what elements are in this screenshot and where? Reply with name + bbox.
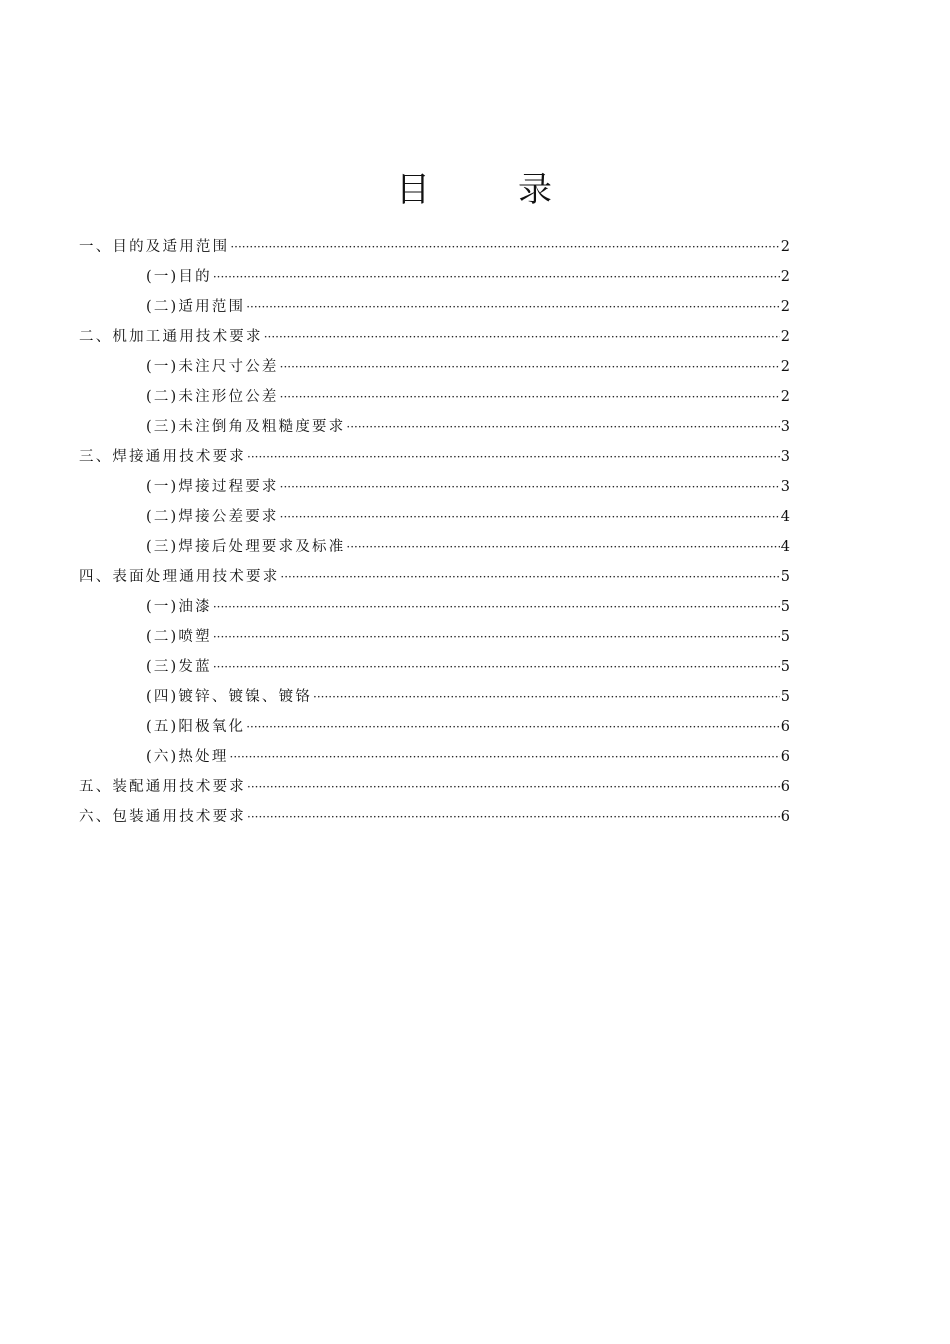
- toc-entry-label: (三)焊接后处理要求及标准: [146, 539, 346, 555]
- toc-entry-label: (三)未注倒角及粗糙度要求: [146, 419, 346, 435]
- toc-dot-leader: [230, 742, 780, 772]
- toc-entry-label: (二)焊接公差要求: [146, 509, 279, 525]
- toc-entry-3-1[interactable]: [79, 472, 790, 502]
- toc-dot-leader: [280, 502, 780, 532]
- toc-entry-4-3[interactable]: [79, 652, 790, 682]
- toc-entry-label: (一)目的: [146, 269, 212, 285]
- toc-entry-6[interactable]: [79, 802, 790, 832]
- toc-page-number: 5: [780, 599, 790, 615]
- toc-dot-leader: [247, 802, 780, 832]
- toc-dot-leader: [313, 682, 780, 712]
- toc-entry-label: 六、包装通用技术要求: [79, 809, 246, 825]
- toc-entry-2-3[interactable]: [79, 412, 790, 442]
- toc-entry-label: 四、表面处理通用技术要求: [79, 569, 280, 585]
- toc-page-number: 3: [780, 449, 790, 465]
- toc-entry-2[interactable]: [79, 322, 790, 352]
- toc-entry-label: (二)适用范围: [146, 299, 246, 315]
- toc-dot-leader: [280, 352, 780, 382]
- toc-entry-label: (五)阳极氧化: [146, 719, 246, 735]
- toc-entry-3[interactable]: [79, 442, 790, 472]
- toc-entry-label: (六)热处理: [146, 749, 229, 765]
- toc-entry-label: (四)镀锌、镀镍、镀铬: [146, 689, 313, 705]
- toc-entry-label: 五、装配通用技术要求: [79, 779, 246, 795]
- toc-dot-leader: [280, 382, 780, 412]
- toc-dot-leader: [246, 292, 780, 322]
- toc-page-number: 3: [780, 479, 790, 495]
- title-char-1: 目: [396, 170, 432, 210]
- toc-entry-2-2[interactable]: [79, 382, 790, 412]
- toc-dot-leader: [230, 232, 779, 262]
- toc-page-number: 6: [780, 719, 790, 735]
- toc-dot-leader: [213, 622, 780, 652]
- page-title: [0, 168, 950, 212]
- toc-entry-3-3[interactable]: [79, 532, 790, 562]
- toc-page-number: 6: [780, 809, 790, 825]
- toc-dot-leader: [280, 472, 780, 502]
- toc-entry-label: (三)发蓝: [146, 659, 212, 675]
- toc-dot-leader: [213, 592, 780, 622]
- toc-page-number: 4: [780, 539, 790, 555]
- toc-page-number: 5: [780, 659, 790, 675]
- toc-page-number: 2: [780, 389, 790, 405]
- toc-dot-leader: [246, 712, 780, 742]
- toc-entry-label: 一、目的及适用范围: [79, 239, 230, 255]
- toc-page-number: 5: [780, 569, 790, 585]
- toc-entry-label: (一)油漆: [146, 599, 212, 615]
- toc-entry-4-1[interactable]: [79, 592, 790, 622]
- toc-dot-leader: [213, 262, 780, 292]
- table-of-contents: [79, 232, 790, 832]
- toc-page-number: 5: [780, 689, 790, 705]
- toc-page-number: 2: [780, 269, 790, 285]
- toc-entry-4-5[interactable]: [79, 712, 790, 742]
- toc-page-number: 6: [780, 779, 790, 795]
- toc-entry-label: (二)未注形位公差: [146, 389, 279, 405]
- toc-page-number: 4: [780, 509, 790, 525]
- toc-entry-4-6[interactable]: [79, 742, 790, 772]
- toc-entry-4[interactable]: [79, 562, 790, 592]
- toc-page-number: 6: [780, 749, 790, 765]
- toc-entry-1-2[interactable]: [79, 292, 790, 322]
- toc-entry-3-2[interactable]: [79, 502, 790, 532]
- toc-dot-leader: [247, 772, 780, 802]
- toc-entry-label: (一)未注尺寸公差: [146, 359, 279, 375]
- toc-dot-leader: [213, 652, 780, 682]
- toc-dot-leader: [264, 322, 780, 352]
- toc-dot-leader: [346, 412, 779, 442]
- toc-page-number: 5: [780, 629, 790, 645]
- toc-page-number: 2: [780, 359, 790, 375]
- title-char-2: 录: [518, 170, 554, 210]
- toc-page-number: 2: [780, 239, 790, 255]
- toc-page-number: 2: [780, 299, 790, 315]
- toc-entry-1[interactable]: [79, 232, 790, 262]
- toc-entry-label: (一)焊接过程要求: [146, 479, 279, 495]
- toc-entry-4-2[interactable]: [79, 622, 790, 652]
- toc-entry-4-4[interactable]: [79, 682, 790, 712]
- toc-entry-5[interactable]: [79, 772, 790, 802]
- toc-dot-leader: [247, 442, 780, 472]
- toc-entry-label: 三、焊接通用技术要求: [79, 449, 246, 465]
- toc-dot-leader: [280, 562, 779, 592]
- toc-entry-label: (二)喷塑: [146, 629, 212, 645]
- toc-page-number: 3: [780, 419, 790, 435]
- toc-entry-2-1[interactable]: [79, 352, 790, 382]
- toc-dot-leader: [346, 532, 779, 562]
- toc-entry-label: 二、机加工通用技术要求: [79, 329, 263, 345]
- toc-page-number: 2: [780, 329, 790, 345]
- toc-entry-1-1[interactable]: [79, 262, 790, 292]
